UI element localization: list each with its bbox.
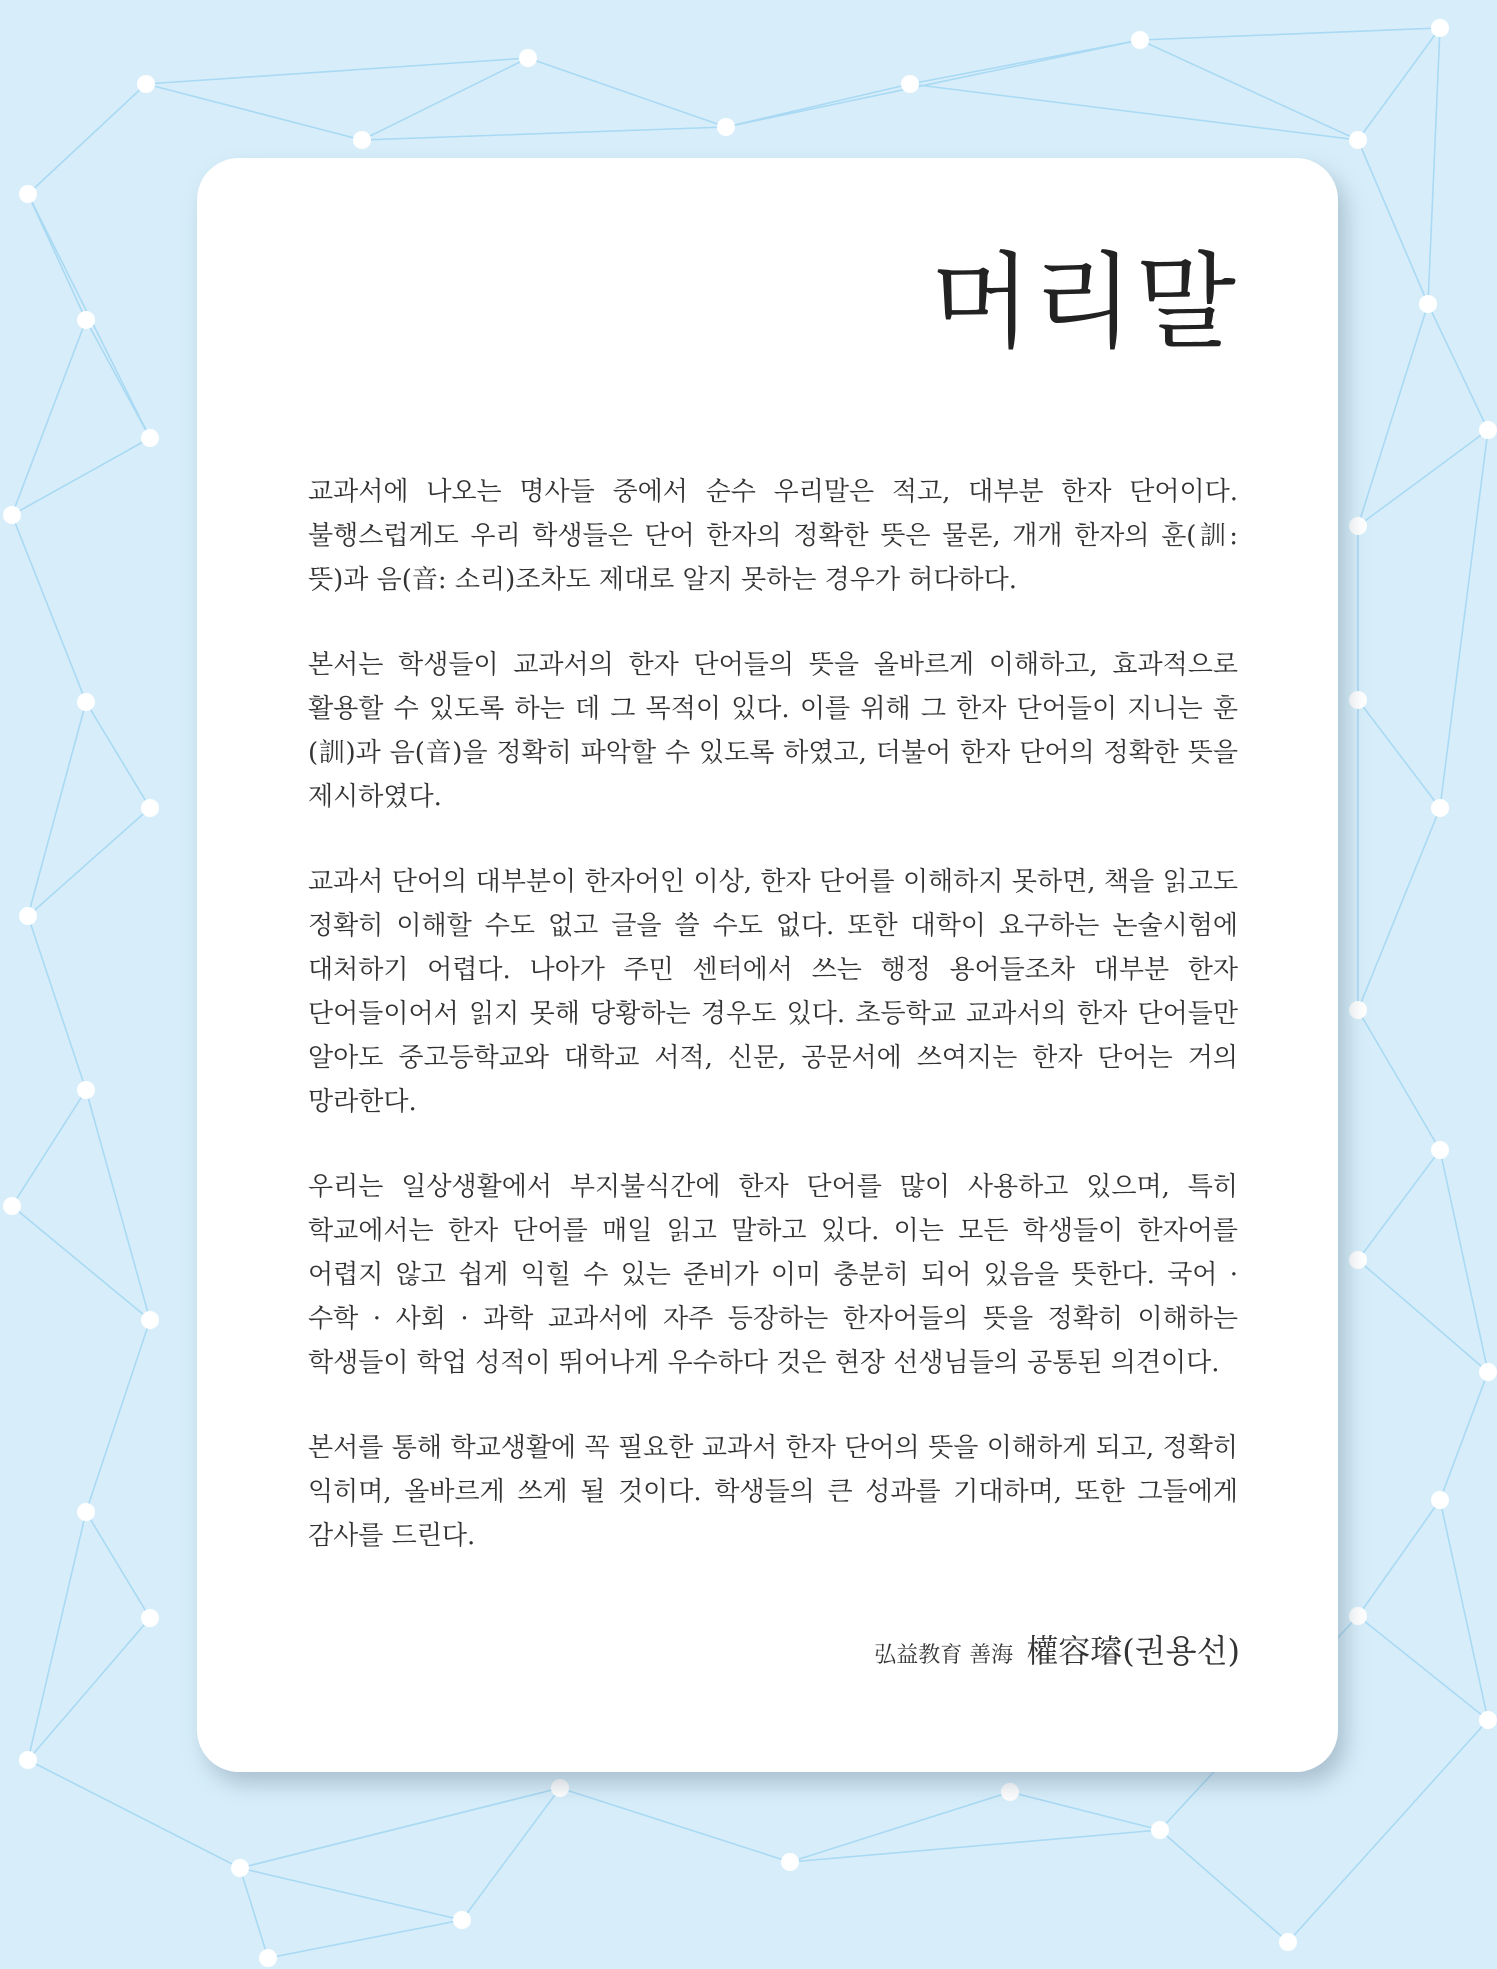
network-node (19, 907, 37, 925)
network-node (19, 1751, 37, 1769)
network-node (77, 1081, 95, 1099)
network-link (1440, 430, 1488, 808)
network-link (12, 1090, 86, 1206)
network-link (1358, 700, 1440, 808)
network-node (1431, 1141, 1449, 1159)
network-link (1358, 28, 1440, 140)
network-node (717, 118, 735, 136)
network-node (1349, 1251, 1367, 1269)
paragraph-5: 본서를 통해 학교생활에 꼭 필요한 교과서 한자 단어의 뜻을 이해하게 되고, 정확히 익히며, 올바르게 쓰게 될 것이다. 학생들의 큰 성과를 기대하며, 또한 그들에게 감사를 드린다. (308, 1433, 1238, 1551)
network-link (362, 58, 528, 140)
network-node (141, 1311, 159, 1329)
network-link (240, 1868, 268, 1958)
network-node (353, 131, 371, 149)
network-link (12, 438, 150, 515)
network-node (1001, 1783, 1019, 1801)
network-node (1431, 1491, 1449, 1509)
network-link (86, 1512, 150, 1618)
network-node (141, 799, 159, 817)
network-node (1479, 1363, 1497, 1381)
network-link (1428, 28, 1440, 304)
network-node (551, 1779, 569, 1797)
network-node (1419, 295, 1437, 313)
paragraph-1: 교과서에 나오는 명사들 중에서 순수 우리말은 적고, 대부분 한자 단어이다. 불행스럽게도 우리 학생들은 단어 한자의 정확한 뜻은 물론, 개개 한자의 훈(訓: 뜻)과 음(音: 소리)조차도 제대로 알지 못하는 경우가 허다하다. (308, 477, 1238, 595)
network-link (528, 58, 726, 127)
page-title: 머리말 (930, 241, 1238, 363)
network-node (1349, 131, 1367, 149)
preface-body (308, 470, 1238, 1599)
network-link (1358, 430, 1488, 526)
paragraph-4: 우리는 일상생활에서 부지불식간에 한자 단어를 많이 사용하고 있으며, 특히 학교에서는 한자 단어를 매일 읽고 말하고 있다. 이는 모든 학생들이 한자어를 어렵지 않고 쉽게 익힐 수 있는 준비가 이미 충분히 되어 있음을 뜻한다. 국어 · 수학 · 사회 · 과학 교과서에 자주 등장하는 한자어들의 뜻을 정확히 이해하는 학생들이 학업 성적이 뛰어나게 우수하다 것은 현장 선생님들의 공통된 의견이다. (308, 1172, 1238, 1378)
network-node (453, 1911, 471, 1929)
network-node (781, 1853, 799, 1871)
author-affiliation: 弘益教育 善海 (874, 1643, 1014, 1668)
author-name: 權容璿(권용선) (1026, 1632, 1240, 1670)
network-link (1358, 1500, 1440, 1616)
network-node (259, 1949, 277, 1967)
network-node (1431, 799, 1449, 817)
network-link (910, 84, 1358, 140)
network-node (1151, 1821, 1169, 1839)
network-link (1358, 140, 1428, 304)
network-link (86, 702, 150, 808)
network-link (1358, 1150, 1440, 1260)
network-link (28, 1760, 240, 1868)
network-node (77, 311, 95, 329)
author-signature (874, 1626, 1240, 1672)
network-link (790, 1830, 1160, 1862)
network-link (12, 320, 86, 515)
network-node (1349, 691, 1367, 709)
network-node (3, 1197, 21, 1215)
network-link (726, 40, 1140, 127)
network-link (1428, 304, 1488, 430)
network-link (28, 808, 150, 916)
network-link (462, 1788, 560, 1920)
network-node (137, 75, 155, 93)
network-link (1358, 1260, 1488, 1372)
paragraph-3: 교과서 단어의 대부분이 한자어인 이상, 한자 단어를 이해하지 못하면, 책을 읽고도 정확히 이해할 수도 없고 글을 쓸 수도 없다. 또한 대학이 요구하는 논술시험에 대처하기 어렵다. 나아가 주민 센터에서 쓰는 행정 용어들조차 대부분 한자 단어들이어서 읽지 못해 당황하는 경우도 있다. 초등학교 교과서의 한자 단어들만 알아도 중고등학교와 대학교 서적, 신문, 공문서에 쓰여지는 한자 단어는 거의 망라한다. (308, 867, 1238, 1117)
network-link (1160, 1830, 1288, 1942)
network-link (28, 1512, 86, 1760)
network-link (146, 58, 528, 84)
network-link (1140, 40, 1358, 140)
network-link (1010, 1792, 1160, 1830)
network-link (146, 84, 362, 140)
network-link (560, 1788, 790, 1862)
network-node (1349, 1607, 1367, 1625)
network-node (19, 185, 37, 203)
network-node (141, 429, 159, 447)
network-link (86, 1320, 150, 1512)
network-node (77, 693, 95, 711)
network-link (790, 1792, 1010, 1862)
network-link (1358, 808, 1440, 1010)
network-link (1440, 1372, 1488, 1500)
network-node (519, 49, 537, 67)
network-link (86, 1090, 150, 1320)
network-node (1131, 31, 1149, 49)
network-link (12, 1206, 150, 1320)
network-node (1349, 517, 1367, 535)
network-node (901, 75, 919, 93)
network-node (3, 506, 21, 524)
network-node (1349, 1001, 1367, 1019)
network-node (141, 1609, 159, 1627)
network-link (268, 1920, 462, 1958)
network-link (240, 1788, 560, 1868)
network-link (28, 1618, 150, 1760)
network-node (1431, 19, 1449, 37)
network-link (12, 515, 86, 702)
network-link (28, 702, 86, 916)
network-node (1479, 1711, 1497, 1729)
network-node (1279, 1933, 1297, 1951)
network-node (77, 1503, 95, 1521)
network-link (1140, 28, 1440, 40)
network-link (1440, 1150, 1488, 1372)
network-node (231, 1859, 249, 1877)
network-link (240, 1868, 462, 1920)
paragraph-2: 본서는 학생들이 교과서의 한자 단어들의 뜻을 올바르게 이해하고, 효과적으로 활용할 수 있도록 하는 데 그 목적이 있다. 이를 위해 그 한자 단어들이 지니는 훈(訓)과 음(音)을 정확히 파악할 수 있도록 하였고, 더불어 한자 단어의 정확한 뜻을 제시하였다. (308, 650, 1238, 812)
preface-card (197, 158, 1338, 1772)
network-link (362, 127, 726, 140)
network-link (28, 916, 86, 1090)
network-link (1358, 1010, 1440, 1150)
network-node (1479, 421, 1497, 439)
network-link (1358, 304, 1428, 526)
network-link (28, 84, 146, 194)
